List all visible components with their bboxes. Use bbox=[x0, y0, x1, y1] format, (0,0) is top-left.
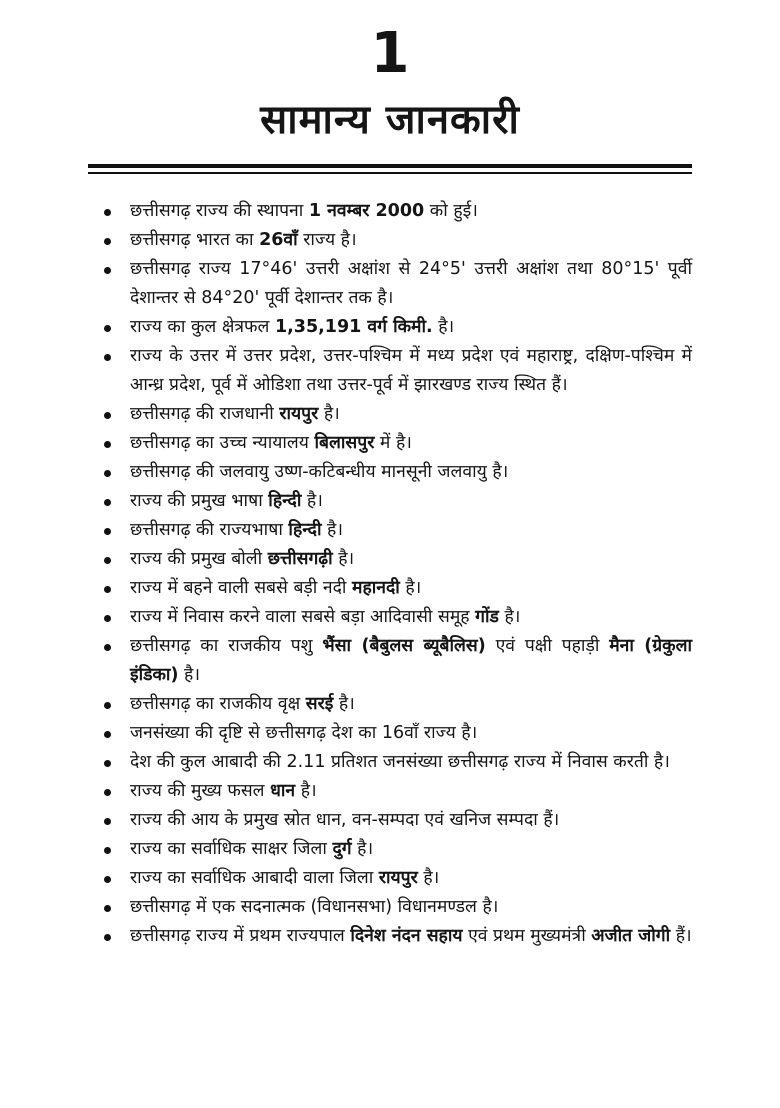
item-text: राज्य में बहने वाली सबसे बड़ी नदी bbox=[130, 578, 352, 598]
list-item bbox=[0, 603, 692, 632]
bullet-icon bbox=[104, 731, 111, 738]
item-text: है। bbox=[178, 665, 200, 685]
item-text: है। bbox=[318, 404, 340, 424]
list-item bbox=[0, 835, 692, 864]
item-text: छत्तीसगढ़ की जलवायु उष्ण-कटिबन्धीय मानसूनी जलवायु है। bbox=[130, 462, 509, 482]
bold-text: 26वाँ bbox=[259, 230, 298, 250]
facts-list bbox=[0, 197, 780, 951]
item-text: राज्य है। bbox=[297, 230, 357, 250]
bold-text: रायपुर bbox=[378, 868, 418, 888]
bold-text: 1 नवम्बर 2000 bbox=[308, 201, 425, 221]
bullet-icon bbox=[104, 528, 111, 535]
list-item bbox=[0, 864, 692, 893]
item-text: है। bbox=[321, 520, 343, 540]
list-item bbox=[0, 719, 692, 748]
bullet-icon bbox=[104, 847, 111, 854]
list-item bbox=[0, 545, 692, 574]
list-item bbox=[0, 806, 692, 835]
item-text: छत्तीसगढ़ में एक सदनात्मक (विधानसभा) विधानमण्डल है। bbox=[130, 897, 499, 917]
bold-text: महानदी bbox=[352, 578, 400, 598]
item-text: छत्तीसगढ़ का राजकीय वृक्ष bbox=[130, 694, 306, 714]
item-text: में है। bbox=[374, 433, 412, 453]
bold-text: 1,35,191 वर्ग किमी. bbox=[274, 317, 433, 337]
bullet-icon bbox=[104, 470, 111, 477]
title-divider-thick bbox=[88, 164, 692, 168]
bold-text: मैना (ग्रेकुला इंडिका) bbox=[130, 636, 693, 685]
bold-text: भैंसा (बैबुलस ब्यूबैलिस) bbox=[322, 636, 486, 656]
item-text: एवं प्रथम मुख्यमंत्री bbox=[462, 926, 592, 946]
bullet-icon bbox=[104, 818, 111, 825]
bold-text: हिन्दी bbox=[288, 520, 322, 540]
item-text: राज्य का सर्वाधिक आबादी वाला जिला bbox=[130, 868, 379, 888]
bold-text: गोंड bbox=[475, 607, 499, 627]
bullet-icon bbox=[104, 702, 111, 709]
item-text: छत्तीसगढ़ राज्य में प्रथम राज्यपाल bbox=[130, 926, 351, 946]
list-item bbox=[0, 690, 692, 719]
item-text: राज्य का कुल क्षेत्रफल bbox=[130, 317, 275, 337]
list-item bbox=[0, 516, 692, 545]
list-item bbox=[0, 632, 692, 690]
item-text: देश की कुल आबादी की 2.11 प्रतिशत जनसंख्या छत्तीसगढ़ राज्य में निवास करती है। bbox=[130, 752, 670, 772]
item-text: है। bbox=[399, 578, 422, 598]
bullet-icon bbox=[104, 760, 111, 767]
list-item bbox=[0, 922, 692, 951]
list-item bbox=[0, 893, 692, 922]
list-item bbox=[0, 255, 692, 313]
item-text: एवं पक्षी पहाड़ी bbox=[485, 636, 610, 656]
list-item bbox=[0, 487, 692, 516]
item-text: को हुई। bbox=[424, 201, 478, 221]
bullet-icon bbox=[104, 876, 111, 883]
list-item bbox=[0, 342, 692, 400]
item-text: राज्य की मुख्य फसल bbox=[130, 781, 271, 801]
bold-text: धान bbox=[270, 781, 296, 801]
bullet-icon bbox=[104, 905, 111, 912]
chapter-title: सामान्य जानकारी bbox=[260, 97, 520, 143]
bold-text: छत्तीसगढ़ी bbox=[267, 549, 333, 569]
item-text: है। bbox=[432, 317, 455, 337]
bullet-icon bbox=[104, 238, 111, 245]
list-item bbox=[0, 429, 692, 458]
bold-text: बिलासपुर bbox=[314, 433, 375, 453]
list-item bbox=[0, 313, 692, 342]
bold-text: रायपुर bbox=[279, 404, 319, 424]
item-text: छत्तीसगढ़ भारत का bbox=[130, 230, 260, 250]
list-item bbox=[0, 458, 692, 487]
item-text: छत्तीसगढ़ का राजकीय पशु bbox=[130, 636, 323, 656]
item-text: है। bbox=[351, 839, 374, 859]
item-text: छत्तीसगढ़ राज्य की स्थापना bbox=[130, 201, 309, 221]
bullet-icon bbox=[104, 789, 111, 796]
item-text: है। bbox=[417, 868, 440, 888]
list-item bbox=[0, 197, 692, 226]
bullet-icon bbox=[104, 934, 111, 941]
chapter-number: 1 bbox=[370, 21, 410, 86]
bold-text: हिन्दी bbox=[268, 491, 302, 511]
item-text: जनसंख्या की दृष्टि से छत्तीसगढ़ देश का 16वाँ राज्य है। bbox=[130, 723, 478, 743]
item-text: राज्य में निवास करने वाला सबसे बड़ा आदिवासी समूह bbox=[130, 607, 476, 627]
item-text: है। bbox=[498, 607, 521, 627]
item-text: राज्य का सर्वाधिक साक्षर जिला bbox=[130, 839, 333, 859]
list-item bbox=[0, 748, 692, 777]
item-text: है। bbox=[332, 549, 355, 569]
item-text: छत्तीसगढ़ राज्य 17°46' उत्तरी अक्षांश से 24°5' उत्तरी अक्षांश तथा 80°15' पूर्वी देशान्तर से 84°20' पूर्वी देशान्तर तक है। bbox=[130, 259, 692, 308]
bullet-icon bbox=[104, 586, 111, 593]
list-item bbox=[0, 777, 692, 806]
bullet-icon bbox=[104, 557, 111, 564]
title-divider-thin bbox=[88, 172, 692, 174]
list-item bbox=[0, 226, 692, 255]
item-text: राज्य की प्रमुख बोली bbox=[130, 549, 268, 569]
item-text: राज्य के उत्तर में उत्तर प्रदेश, उत्तर-पश्चिम में मध्य प्रदेश एवं महाराष्ट्र, दक्षिण-पश्चिम में आन्ध्र प्रदेश, पूर्व में ओडिशा तथा उत्तर-पूर्व में झारखण्ड राज्य स्थित हैं। bbox=[130, 346, 692, 395]
item-text: छत्तीसगढ़ की राज्यभाषा bbox=[130, 520, 289, 540]
bold-text: दिनेश नंदन सहाय bbox=[350, 926, 463, 946]
item-text: है। bbox=[295, 781, 317, 801]
bullet-icon bbox=[104, 325, 111, 332]
bullet-icon bbox=[104, 441, 111, 448]
bold-text: दुर्ग bbox=[332, 839, 352, 859]
item-text: राज्य की प्रमुख भाषा bbox=[130, 491, 269, 511]
list-item bbox=[0, 574, 692, 603]
item-text: है। bbox=[333, 694, 355, 714]
bullet-icon bbox=[104, 499, 111, 506]
bullet-icon bbox=[104, 267, 111, 274]
item-text: राज्य की आय के प्रमुख स्रोत धान, वन-सम्पदा एवं खनिज सम्पदा हैं। bbox=[130, 810, 560, 830]
bullet-icon bbox=[104, 615, 111, 622]
item-text: छत्तीसगढ़ का उच्च न्यायालय bbox=[130, 433, 315, 453]
item-text: हैं। bbox=[670, 926, 692, 946]
list-item bbox=[0, 400, 692, 429]
item-text: है। bbox=[301, 491, 323, 511]
bullet-icon bbox=[104, 412, 111, 419]
bold-text: सरई bbox=[305, 694, 334, 714]
bullet-icon bbox=[104, 644, 111, 651]
item-text: छत्तीसगढ़ की राजधानी bbox=[130, 404, 280, 424]
bold-text: अजीत जोगी bbox=[591, 926, 671, 946]
bullet-icon bbox=[104, 209, 111, 216]
bullet-icon bbox=[104, 354, 111, 361]
